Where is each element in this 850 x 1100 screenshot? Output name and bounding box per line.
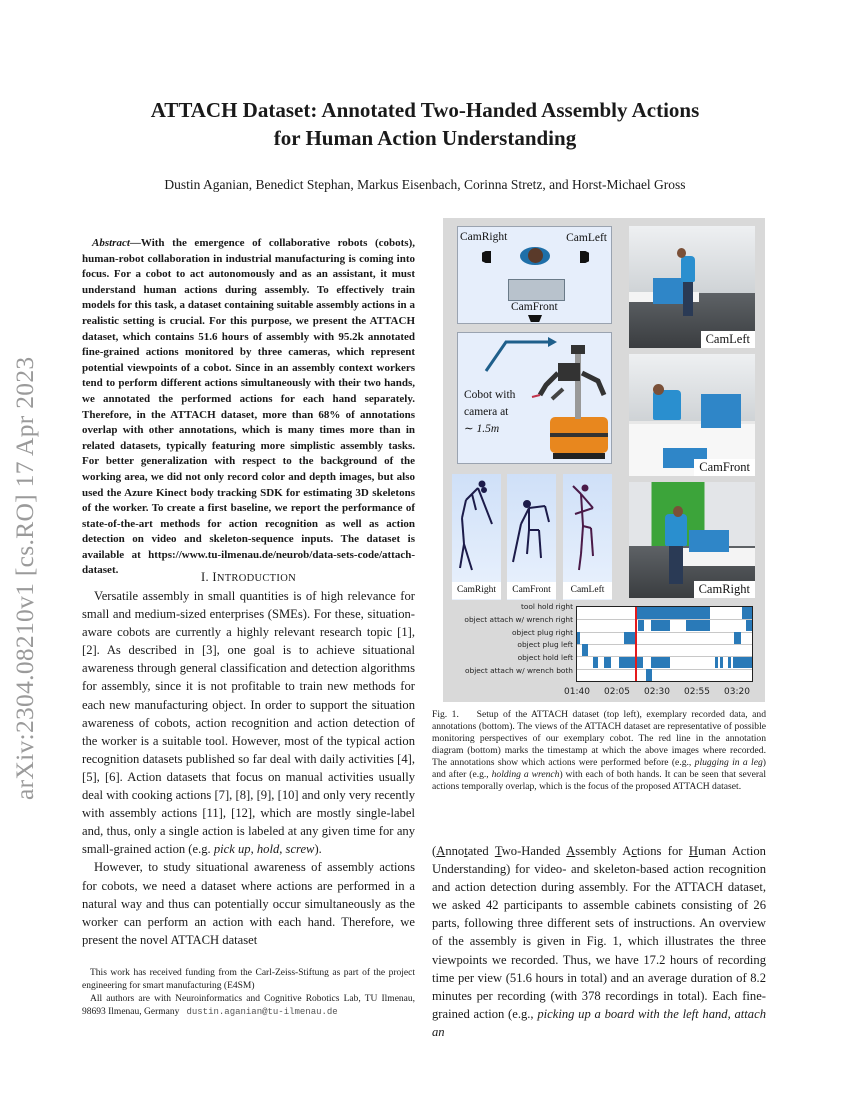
acronym-text: ssembly A [575, 844, 632, 858]
paragraph-end: ). [314, 842, 322, 857]
worker-top-view-icon [520, 247, 550, 265]
acronym-text: ated [467, 844, 495, 858]
intro-paragraph-2: However, to study situational awareness of assembly actions for cobots, we need a dataset where actions are performed in a natural way and thus can potentially occur simultaneously as the worker can perform an action with each hand. Therefore, we present the novel ATTACH dataset [82, 860, 415, 947]
section-title-smallcaps: NTRODUCTION [216, 573, 296, 584]
caption-example-holding: holding a wrench [491, 769, 560, 781]
right-paragraph-example: picking up a board with the left hand, attach an [432, 1006, 766, 1039]
annotation-bar [646, 669, 652, 681]
annotation-bar [728, 657, 731, 669]
annotation-bar [638, 620, 644, 632]
acronym-text: nno [445, 844, 465, 858]
caption-example-plugging: plugging in a leg [694, 757, 763, 769]
annotation-bar [733, 657, 752, 669]
title-line-2: for Human Action Understanding [273, 126, 577, 150]
row-label: object hold left [517, 653, 573, 662]
caption-label: Fig. 1. [432, 709, 459, 720]
acronym-letter: A [436, 844, 446, 858]
acronym-text: wo-Handed [501, 844, 567, 858]
abstract-label: Abstract [92, 237, 130, 249]
footnote-funding: This work has received funding from the Carl-Zeiss-Stiftung as part of the project engineering for smart manufacturing (E4SM) [82, 968, 415, 991]
row-label: object plug left [517, 640, 573, 649]
annotation-bar [742, 607, 752, 619]
camera-setup-diagram [457, 226, 612, 324]
photo-label-camright: CamRight [694, 581, 755, 598]
section-heading-introduction [82, 570, 415, 585]
acronym-letter: H [688, 844, 699, 858]
setup-label-camfront: CamFront [511, 301, 558, 313]
annotation-bar [624, 632, 635, 644]
x-tick-label: 03:20 [724, 687, 750, 697]
annotation-bar [686, 620, 710, 632]
acronym-letter: A [566, 844, 576, 858]
introduction-body [82, 587, 415, 949]
cobot-illustration [457, 332, 612, 464]
skeleton-label-camfront: CamFront [507, 582, 556, 599]
section-number: I. [201, 570, 209, 584]
x-tick-label: 01:40 [564, 687, 590, 697]
x-tick-label: 02:30 [644, 687, 670, 697]
camera-right-icon [482, 251, 491, 263]
paren-open: ( [432, 844, 437, 858]
row-label: object attach w/ wrench both [464, 666, 573, 675]
skeleton-label-camleft: CamLeft [563, 582, 612, 599]
right-paragraph [432, 842, 766, 1041]
annotation-bar [593, 657, 598, 669]
x-tick-label: 02:55 [684, 687, 710, 697]
row-label: object attach w/ wrench right [464, 615, 573, 624]
photo-label-camleft: CamLeft [701, 331, 755, 348]
row-label: object plug right [512, 628, 573, 637]
example-screw: screw [285, 842, 315, 857]
annotation-bar [715, 657, 718, 669]
abstract-dash: — [129, 237, 141, 249]
intro-paragraph-1-text: Versatile assembly in small quantities is of high relevance for small and medium-sized enterprises (SMEs). For these, situation-aware cobots are currently a highly relevant research topic [1], [2]. As described in [3], one goal is to achieve situational awareness through general classification and detection algorithms for assembly, since it is not profitable to train new methods for each new manufacturing object. In order to support the situation awareness of cobots, action recognition and action detection of the worker is a suitable tool. However, most of the typical action recognition datasets published so far deal with daily activities [4], [5], [6]. Action datasets that focus on manual activities usually deal with cooking actions [7], [8], [9], [10] and only very recently with assembly actions [11], [12], which are mostly single-label and, thus, only a single action is labeled at any given time for any small-grained action (e.g. [82, 589, 415, 857]
figure-1-caption [432, 709, 766, 793]
footnotes [82, 967, 415, 1019]
annotation-bar [635, 607, 710, 619]
annotation-bar [582, 644, 588, 656]
skeleton-figure-icon [507, 474, 556, 584]
skeleton-figure-icon [452, 474, 501, 584]
abstract-text: With the emergence of collaborative robots (cobots), human-robot collaboration in industrial manufacturing is coming into focus. For a cobot to act autonomously and as an assistant, it must understand human actions during assembly. To effectively train models for this task, a dataset containing suitable assembly actions in a realistic setting is crucial. For this purpose, we present the ATTACH dataset, which contains 51.6 hours of assembly with 95.2k annotated fine-grained actions monitored by three cameras, which represent potential viewpoints of a cobot. Since in an assembly context workers tend to perform different actions simultaneously with their two hands, we annotated the performed actions for each hand separately. Therefore, in the ATTACH dataset, more than 68% of annotations overlap with other annotations, which is many times more than in related datasets, typically featuring more simplistic assembly tasks. For better generalization with respect to the background of the working area, we did not only record color and depth images, but also used the Azure Kinect body tracking SDK for estimating 3D skeletons of the worker. To create a first baseline, we report the performance of state-of-the-art methods for action recognition as well as action detection on video and skeleton-sequence inputs. The dataset is available at https://www.tu-ilmenau.de/neurob/data-sets-code/attach-dataset. [82, 237, 415, 577]
cobot-caption-line-1: Cobot with [464, 389, 516, 401]
annotation-bar [651, 620, 670, 632]
arxiv-identifier-stamp: arXiv:2304.08210v1 [cs.RO] 17 Apr 2023 [10, 356, 39, 800]
caption-text: ) and after (e.g., [432, 757, 766, 781]
acronym-letter: T [494, 844, 502, 858]
cobot-caption-line-3: ∼ 1.5m [464, 423, 500, 435]
annotation-bar [651, 657, 670, 669]
title-line-1: ATTACH Dataset: Annotated Two-Handed Assembly Actions [150, 98, 700, 122]
abstract [82, 236, 415, 579]
annotation-bar [577, 632, 580, 644]
row-gridline [577, 669, 752, 670]
row-label: tool hold right [520, 602, 573, 611]
cobot-caption [464, 387, 515, 438]
annotation-bar [734, 632, 740, 644]
row-gridline [577, 644, 752, 645]
acronym-text: uman Action Understanding) [432, 844, 766, 877]
figure-1 [443, 218, 765, 702]
annotation-bar [720, 657, 723, 669]
skeleton-label-camright: CamRight [452, 582, 501, 599]
annotation-bar [604, 657, 610, 669]
affiliation-text: All authors are with Neuroinformatics and Cognitive Robotics Lab, TU Ilmenau, 98693 Ilmenau, Germany [82, 994, 415, 1017]
caption-text: ) with each of both hands. It can be seen that several actions temporally overlap, which is the focus of the proposed ATTACH dataset. [432, 769, 766, 793]
author-list: Dustin Aganian, Benedict Stephan, Markus Eisenbach, Corinna Stretz, and Horst-Michael Gross [164, 177, 686, 192]
intro-paragraph-1 [82, 587, 415, 858]
cobot-caption-line-2: camera at [464, 406, 509, 418]
timestamp-marker-line [635, 607, 637, 681]
example-pick-up: pick up [213, 842, 251, 857]
section-title-initial: I [212, 570, 217, 584]
right-column-body [432, 842, 766, 1041]
x-tick-label: 02:05 [604, 687, 630, 697]
photo-camleft [629, 226, 755, 348]
separator: , [279, 842, 286, 857]
footnote-affiliation [82, 993, 415, 1019]
photo-camright [629, 482, 755, 598]
skeleton-figure-icon [563, 474, 612, 584]
timeline-plot-area [576, 606, 753, 682]
caption-text: Setup of the ATTACH dataset (top left), exemplary recorded data, and annotations (bottom). The views of the ATTACH dataset are representative of possible monitoring perspectives of our exemplary cobot. The red line in the annotation diagram (bottom) marks the timestamp at which the above images where recorded. The annotations show which actions were performed before (e.g., [432, 709, 766, 769]
annotation-bar [746, 620, 752, 632]
annotation-timeline-chart [443, 600, 765, 702]
section-title [212, 570, 296, 584]
right-paragraph-text: for video- and skeleton-based action recognition and action detection during assembly. For the ATTACH dataset, we asked 42 participants to assemble cabinets consisting of 26 parts, following three different sets of instructions. An overview of the assembly is given in Fig. 1, which illustrates the three viewpoints we recorded. Thus, we have 17.2 hours of recording time per view (51.6 hours in total) and an average duration of 8.2 minutes per recording (with 378 recordings in total). Each fine-grained action (e.g., [432, 862, 766, 1021]
acronym-text: tions for [636, 844, 689, 858]
camera-front-icon [528, 315, 542, 322]
acronym-letter: c [631, 844, 637, 858]
workbench-icon [508, 279, 565, 301]
setup-label-camright: CamRight [460, 231, 508, 243]
example-hold: hold [256, 842, 280, 857]
row-gridline [577, 632, 752, 633]
annotation-bar [619, 657, 643, 669]
paper-title [60, 96, 790, 152]
photo-label-camfront: CamFront [694, 459, 755, 476]
separator: , [250, 842, 257, 857]
author-email-link[interactable]: dustin.aganian@tu-ilmenau.de [186, 1007, 338, 1017]
setup-label-camleft: CamLeft [566, 232, 607, 244]
camera-left-icon [580, 251, 589, 263]
photo-camfront [629, 354, 755, 476]
acronym-letter: t [464, 844, 468, 858]
